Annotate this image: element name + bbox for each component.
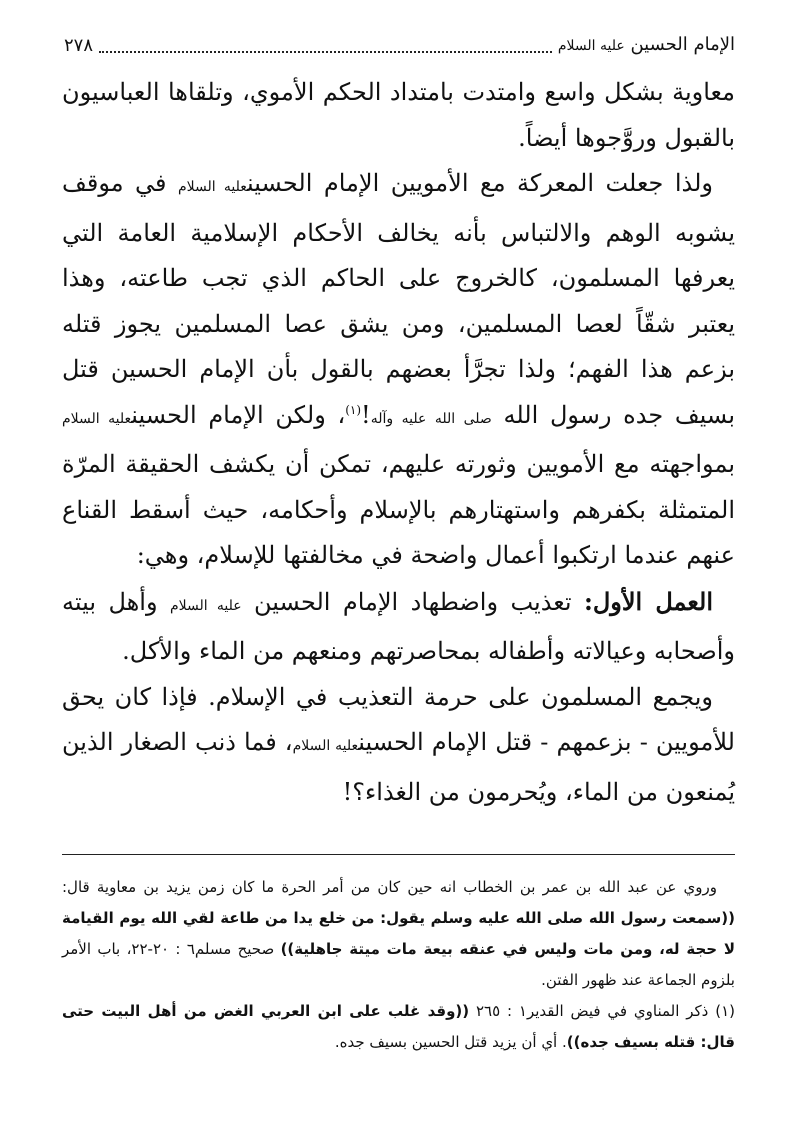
footnotes [62, 872, 735, 1058]
footnote-1-text-b: . أي أن يزيد قتل الحسين بسيف جده. [334, 1033, 567, 1051]
footnote-1-text-a: (١) ذكر المناوي في فيض القدير١ : ٢٦٥ [469, 1002, 735, 1020]
paragraph-1-text: معاوية بشكل واسع وامتدت بامتداد الحكم الأموي، وتلقاها العباسيون بالقبول وروَّجوها أيضاً. [62, 78, 735, 152]
header-dot-leader [99, 34, 552, 53]
paragraph-3 [62, 579, 735, 675]
paragraph-2 [62, 161, 735, 579]
paragraph-3-heading: العمل الأول: [583, 586, 713, 616]
honorific-glyph: عليه السلام [292, 738, 359, 754]
honorific-glyph: عليه السلام [557, 38, 625, 54]
footnote-marker-1[interactable]: (١) [345, 402, 362, 417]
footnote-1 [62, 996, 735, 1058]
paragraph-2-text-b: في موقف يشوبه الوهم والالتباس بأنه يخالف الأحكام الإسلامية العامة التي يعرفها المسلمون، كالخروج على الحاكم الذي تجب طاعته، وهذا يعتبر شقّاً لعصا المسلمين، ومن يشق عصا المسلمين يجوز قتله بزعم هذا الفهم؛ ولذا تجرَّأ بعضهم بالقول بأن الإمام الحسين قتل بسيف جده رسول الله [62, 169, 735, 429]
paragraph-2-text-e: بمواجهته مع الأمويين وثورته عليهم، تمكن أن يكشف الحقيقة المرّة المتمثلة بكفرهم واستهتارهم بالإسلام وأحكامه، حيث أسقط القناع عنهم عندما ارتكبوا أعمال واضحة في مخالفتها للإسلام، وهي: [62, 450, 735, 569]
footnote-continued-quote: ((سمعت رسول الله صلى الله عليه وسلم يقول: من خلع يدا من طاعة لقي الله يوم القيامة لا حجة له، ومن مات وليس في عنقه بيعة مات ميتة جاهلية)) [62, 909, 736, 958]
footnote-continued-text-b: صحيح مسلم٦ : ٢٠-٢٢، باب الأمر بلزوم الجماعة عند ظهور الفتن. [62, 940, 735, 989]
footnote-continued-text-a: وروي عن عبد الله بن عمر بن الخطاب انه حين كان من أمر الحرة ما كان زمن يزيد بن معاوية قال: [62, 878, 717, 896]
paragraph-2-text-a: ولذا جعلت المعركة مع الأمويين الإمام الحسين [247, 169, 713, 197]
paragraph-2-text-d: ، ولكن الإمام الحسين [131, 400, 346, 429]
paragraph-1 [62, 70, 735, 161]
honorific-glyph: عليه السلام [169, 597, 242, 614]
paragraph-2-text-c: ! [361, 400, 371, 429]
honorific-glyph: عليه السلام [177, 179, 248, 195]
paragraph-4 [62, 675, 735, 816]
paragraph-4-text-b: ، فما ذنب الصغار الذين يُمنعون من الماء، ويُحرمون من الغذاء؟! [62, 728, 735, 806]
page-header [64, 30, 735, 58]
paragraph-4-text-a: ويجمع المسلمون على حرمة التعذيب في الإسلام. فإذا كان يحق للأمويين - بزعمهم - قتل الإمام الحسين [62, 682, 735, 756]
running-title-text: الإمام الحسين [624, 34, 735, 55]
footnote-separator [62, 854, 735, 855]
footnote-1-quote: ((وقد غلب على ابن العربي الغض من أهل البيت حتى قال: قتله بسيف جده)) [62, 1002, 735, 1051]
page-number: ٢٧٨ [64, 35, 94, 56]
honorific-glyph: عليه السلام [62, 410, 132, 427]
main-text [62, 70, 735, 815]
footnote-continued [62, 872, 735, 996]
honorific-glyph: صلى الله عليه وآله [370, 410, 492, 427]
paragraph-3-text-a: تعذيب واضطهاد الإمام الحسين [241, 587, 584, 616]
running-title [558, 33, 735, 58]
paragraph-3-text-b: وأهل بيته وأصحابه وعيالاته وأطفاله بمحاصرتهم ومنعهم من الماء والأكل. [62, 587, 735, 665]
